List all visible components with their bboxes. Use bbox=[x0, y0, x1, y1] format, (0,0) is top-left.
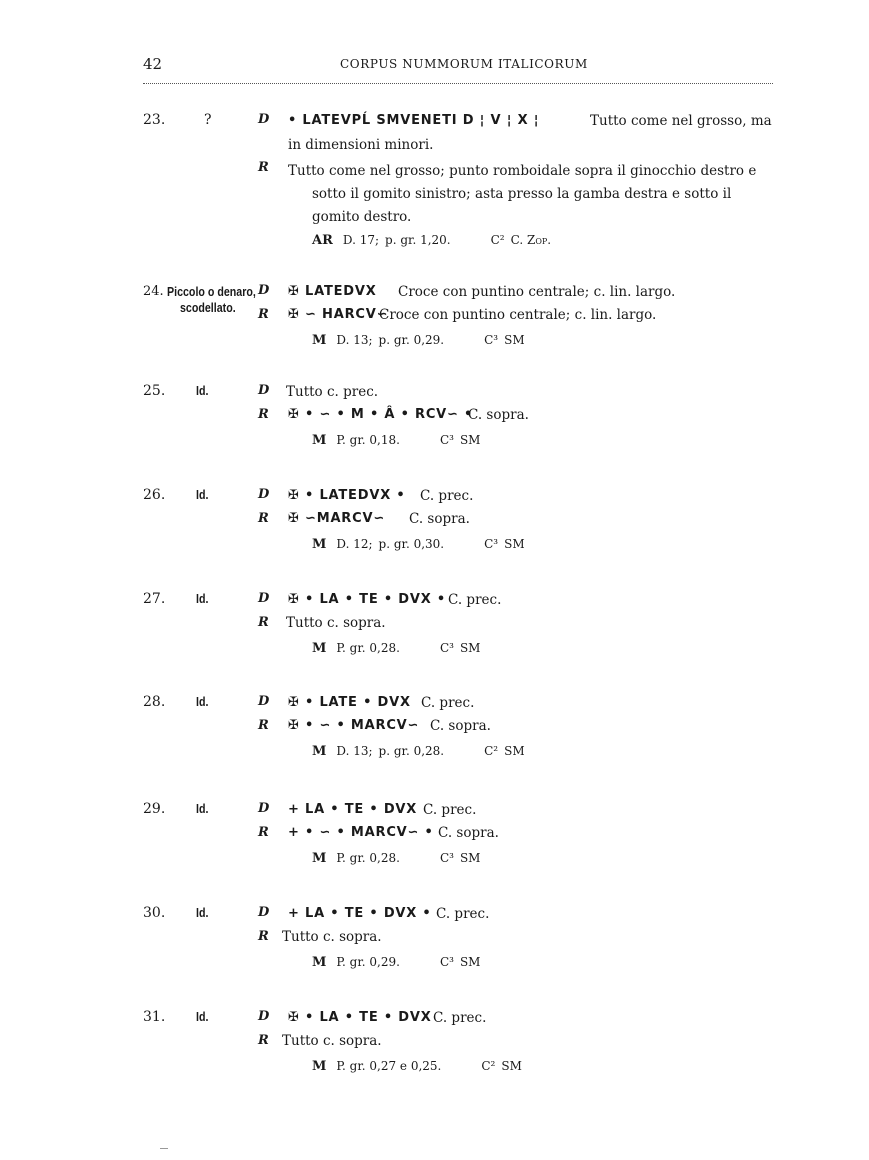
reverse-text: Croce con puntino centrale; c. lin. largo. bbox=[379, 307, 657, 323]
obverse-text: C. prec. bbox=[436, 906, 490, 922]
rarity: C³ bbox=[439, 433, 454, 447]
metal: AR bbox=[312, 233, 333, 248]
weight: p. gr. 1,20. bbox=[385, 233, 451, 247]
obverse-sign: D bbox=[258, 283, 270, 298]
collection: SM bbox=[459, 851, 481, 865]
diameter: D. 13; bbox=[336, 333, 373, 347]
obverse-sign: D bbox=[258, 905, 270, 920]
rarity: C³ bbox=[484, 333, 499, 347]
entry-meta bbox=[312, 1059, 528, 1074]
reverse-text: Tutto c. sopra. bbox=[282, 929, 382, 945]
collection: SM bbox=[504, 744, 525, 758]
weight: P. gr. 0,28. bbox=[336, 641, 400, 655]
reverse-legend: ✠ • ∽ • M • Â • RCV∽ • bbox=[288, 407, 474, 422]
reverse-sign: R bbox=[258, 160, 269, 175]
metal: M bbox=[312, 433, 327, 448]
obverse-sign: D bbox=[258, 1009, 270, 1024]
rarity: C² bbox=[484, 744, 499, 758]
reverse-text: C. sopra. bbox=[468, 407, 529, 423]
entry-number: 30. bbox=[143, 905, 166, 921]
entry-meta bbox=[312, 744, 531, 759]
obverse-sign: D bbox=[258, 112, 270, 127]
header-rule bbox=[143, 83, 773, 84]
obverse-text: Tutto c. prec. bbox=[286, 384, 379, 400]
entry-type: Piccolo o denaro, bbox=[167, 284, 256, 299]
obverse-legend: ✠ • LA • TE • DVX • bbox=[288, 592, 446, 607]
reverse-sign: R bbox=[258, 511, 269, 526]
reverse-legend: ✠ • ∽ • MARCV∽ bbox=[288, 718, 420, 733]
entry-type-cont: scodellato. bbox=[180, 300, 236, 315]
diameter: D. 13; bbox=[336, 744, 373, 758]
reverse-sign: R bbox=[258, 407, 269, 422]
obverse-text: C. prec. bbox=[433, 1010, 487, 1026]
metal: M bbox=[312, 333, 327, 348]
entry-type: Id. bbox=[196, 905, 209, 920]
diameter: D. 17; bbox=[342, 233, 380, 247]
obverse-text: C. prec. bbox=[421, 695, 475, 711]
running-title: CORPUS NUMMORUM ITALICORUM bbox=[340, 57, 588, 71]
obverse-sign: D bbox=[258, 591, 270, 606]
rarity: C² bbox=[490, 233, 505, 247]
entry-number: 25. bbox=[143, 383, 166, 399]
reverse-text-cont2: gomito destro. bbox=[312, 209, 412, 225]
reverse-legend: ✠ ∽MARCV∽ bbox=[288, 511, 386, 526]
collection: SM bbox=[459, 641, 481, 655]
reverse-sign: R bbox=[258, 718, 269, 733]
page-number: 42 bbox=[143, 55, 163, 73]
reverse-text: Tutto come nel grosso; punto romboidale sopra il ginocchio destro e bbox=[288, 163, 757, 179]
entry-meta bbox=[312, 955, 486, 970]
rarity: C³ bbox=[439, 851, 454, 865]
obverse-legend: ✠ • LATE • DVX bbox=[288, 695, 411, 710]
entry-type: Id. bbox=[196, 694, 209, 709]
metal: M bbox=[312, 641, 327, 656]
entry-type: ? bbox=[204, 112, 212, 128]
rarity: C² bbox=[481, 1059, 496, 1073]
entry-number: 24. bbox=[143, 284, 164, 299]
entry-number: 31. bbox=[143, 1009, 166, 1025]
reverse-sign: R bbox=[258, 615, 269, 630]
rarity: C³ bbox=[439, 955, 454, 969]
reverse-text: C. sopra. bbox=[409, 511, 470, 527]
reverse-text: Tutto c. sopra. bbox=[286, 615, 386, 631]
obverse-legend: • LATEVPĹ SMVENETI D ¦ V ¦ X ¦ bbox=[288, 113, 540, 128]
obverse-legend: ✠ • LA • TE • DVX bbox=[288, 1010, 432, 1025]
collection: SM bbox=[459, 955, 481, 969]
obverse-legend: + LA • TE • DVX • bbox=[288, 906, 432, 921]
entry-meta bbox=[312, 641, 486, 656]
reverse-text: C. sopra. bbox=[430, 718, 491, 734]
entry-number: 28. bbox=[143, 694, 166, 710]
weight: p. gr. 0,28. bbox=[378, 744, 445, 758]
entry-number: 26. bbox=[143, 487, 166, 503]
metal: M bbox=[312, 1059, 327, 1074]
obverse-text: C. prec. bbox=[448, 592, 502, 608]
collection: SM bbox=[459, 433, 481, 447]
reverse-sign: R bbox=[258, 1033, 269, 1048]
obverse-text: Croce con puntino centrale; c. lin. largo. bbox=[398, 284, 676, 300]
collection: SM bbox=[501, 1059, 522, 1073]
obverse-text: Tutto come nel grosso, ma bbox=[590, 113, 772, 129]
entry-number: 23. bbox=[143, 112, 166, 128]
entry-type: Id. bbox=[196, 487, 209, 502]
obverse-sign: D bbox=[258, 694, 270, 709]
entry-meta bbox=[312, 333, 531, 348]
obverse-text: C. prec. bbox=[420, 488, 474, 504]
entry-type: Id. bbox=[196, 383, 209, 398]
reverse-sign: R bbox=[258, 929, 269, 944]
entry-meta bbox=[312, 537, 531, 552]
entry-type: Id. bbox=[196, 1009, 209, 1024]
weight: P. gr. 0,27 e 0,25. bbox=[336, 1059, 442, 1073]
rarity: C³ bbox=[439, 641, 454, 655]
metal: M bbox=[312, 851, 327, 866]
entry-meta bbox=[312, 433, 486, 448]
reverse-text: C. sopra. bbox=[438, 825, 499, 841]
reverse-legend: ✠ ∽ HARCV∽ bbox=[288, 307, 389, 322]
entry-meta bbox=[312, 851, 486, 866]
entry-number: 29. bbox=[143, 801, 166, 817]
obverse-sign: D bbox=[258, 383, 270, 398]
obverse-legend: ✠ LATEDVX bbox=[288, 284, 377, 299]
obverse-text-cont: in dimensioni minori. bbox=[288, 137, 434, 153]
diameter: D. 12; bbox=[336, 537, 373, 551]
entry-type: Id. bbox=[196, 801, 209, 816]
weight: P. gr. 0,28. bbox=[336, 851, 400, 865]
reverse-text: Tutto c. sopra. bbox=[282, 1033, 382, 1049]
collection: C. Zop. bbox=[510, 233, 552, 247]
reverse-sign: R bbox=[258, 825, 269, 840]
weight: p. gr. 0,30. bbox=[378, 537, 445, 551]
reverse-legend: + • ∽ • MARCV∽ • bbox=[288, 825, 434, 840]
obverse-legend: + LA • TE • DVX bbox=[288, 802, 418, 817]
obverse-legend: ✠ • LATEDVX • bbox=[288, 488, 406, 503]
reverse-sign: R bbox=[258, 307, 269, 322]
obverse-text: C. prec. bbox=[423, 802, 477, 818]
entry-type: Id. bbox=[196, 591, 209, 606]
scan-mark bbox=[160, 1148, 168, 1149]
weight: P. gr. 0,29. bbox=[336, 955, 400, 969]
metal: M bbox=[312, 744, 327, 759]
metal: M bbox=[312, 955, 327, 970]
entry-number: 27. bbox=[143, 591, 166, 607]
reverse-text-cont: sotto il gomito sinistro; asta presso la gamba destra e sotto il bbox=[312, 186, 732, 202]
obverse-sign: D bbox=[258, 801, 270, 816]
weight: P. gr. 0,18. bbox=[336, 433, 400, 447]
collection: SM bbox=[504, 333, 525, 347]
collection: SM bbox=[504, 537, 525, 551]
metal: M bbox=[312, 537, 327, 552]
rarity: C³ bbox=[484, 537, 499, 551]
obverse-sign: D bbox=[258, 487, 270, 502]
weight: p. gr. 0,29. bbox=[378, 333, 445, 347]
entry-meta bbox=[312, 233, 557, 248]
